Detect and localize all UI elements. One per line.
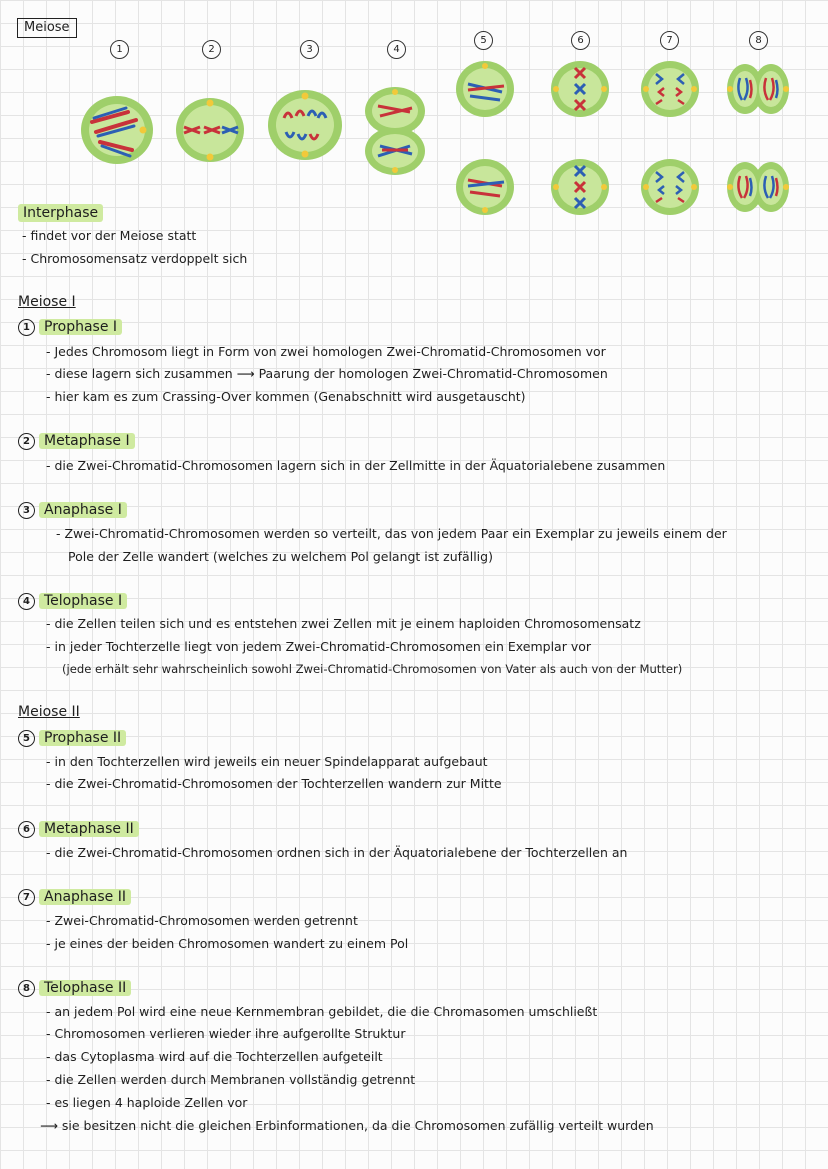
prophase-2-bullet-2: - die Zwei-Chromatid-Chromosomen der Tochterzellen wandern zur Mitte [46, 776, 502, 791]
telophase-2-bullet-5: - es liegen 4 haploide Zellen vor [46, 1095, 248, 1110]
cell-stage-6-top [551, 61, 609, 117]
section-number: 2 [18, 433, 35, 450]
cell-stage-1 [81, 96, 153, 164]
cell-stage-4 [365, 87, 425, 175]
meiosis-diagram [0, 0, 828, 230]
section-number: 5 [18, 730, 35, 747]
stage-number-3: 3 [300, 40, 319, 59]
interphase-bullet-1: - findet vor der Meiose statt [22, 228, 197, 243]
stage-number-2: 2 [202, 40, 221, 59]
telophase-2-bullet-1: - an jedem Pol wird eine neue Kernmembran gebildet, die die Chromasomen umschließt [46, 1004, 598, 1019]
cell-stage-6-bottom [551, 159, 609, 215]
section-label: Telophase II [39, 980, 131, 996]
section-telophase-2-head [18, 979, 131, 997]
section-label: Metaphase I [39, 433, 135, 449]
section-label: Anaphase I [39, 502, 127, 518]
telophase-1-bullet-3: (jede erhält sehr wahrscheinlich sowohl Zwei-Chromatid-Chromosomen von Vater als auch von der Mutter) [62, 662, 683, 676]
meiose-2-heading: Meiose II [18, 704, 80, 720]
section-label: Anaphase II [39, 889, 131, 905]
metaphase-1-bullet-1: - die Zwei-Chromatid-Chromosomen lagern sich in der Zellmitte in der Äquatorialebene zusammen [46, 458, 666, 473]
stage-number-1: 1 [110, 40, 129, 59]
prophase-2-bullet-1: - in den Tochterzellen wird jeweils ein neuer Spindelapparat aufgebaut [46, 754, 488, 769]
stage-number-4: 4 [387, 40, 406, 59]
anaphase-2-bullet-1: - Zwei-Chromatid-Chromosomen werden getrennt [46, 913, 358, 928]
section-prophase-2-head [18, 729, 126, 747]
section-metaphase-2-head [18, 820, 139, 838]
section-label: Metaphase II [39, 821, 139, 837]
section-anaphase-2-head [18, 888, 131, 906]
cell-stage-3 [268, 90, 342, 160]
cell-stage-5-bottom [456, 159, 514, 215]
telophase-1-bullet-2: - in jeder Tochterzelle liegt von jedem Zwei-Chromatid-Chromosomen ein Exemplar vor [46, 639, 592, 654]
cell-stage-7-bottom [641, 159, 699, 215]
cell-stage-5-top [456, 61, 514, 117]
telophase-1-bullet-1: - die Zellen teilen sich und es entstehen zwei Zellen mit je einem haploiden Chromosomensatz [46, 616, 641, 631]
stage-number-7: 7 [660, 31, 679, 50]
anaphase-2-bullet-2: - je eines der beiden Chromosomen wandert zu einem Pol [46, 936, 409, 951]
section-label: Prophase I [39, 319, 122, 335]
section-prophase-1-head [18, 318, 122, 336]
section-label: Telophase I [39, 593, 127, 609]
anaphase-1-bullet-1: - Zwei-Chromatid-Chromosomen werden so verteilt, das von jedem Paar ein Exemplar zu jeweils einem der [56, 526, 727, 541]
prophase-1-bullet-1: - Jedes Chromosom liegt in Form von zwei homologen Zwei-Chromatid-Chromosomen vor [46, 344, 606, 359]
section-metaphase-1-head [18, 432, 135, 450]
section-telophase-1-head [18, 592, 127, 610]
cell-stage-8-top [727, 64, 789, 114]
stage-number-8: 8 [749, 31, 768, 50]
section-number: 4 [18, 593, 35, 610]
telophase-2-bullet-3: - das Cytoplasma wird auf die Tochterzellen aufgeteilt [46, 1049, 383, 1064]
section-number: 6 [18, 821, 35, 838]
prophase-1-bullet-3: - hier kam es zum Crassing-Over kommen (Genabschnitt wird ausgetauscht) [46, 389, 526, 404]
page-title: Meiose [17, 18, 77, 38]
section-number: 3 [18, 502, 35, 519]
stage-number-6: 6 [571, 31, 590, 50]
metaphase-2-bullet-1: - die Zwei-Chromatid-Chromosomen ordnen sich in der Äquatorialebene der Tochterzellen an [46, 845, 628, 860]
interphase-label: Interphase [18, 204, 103, 222]
section-anaphase-1-head [18, 501, 127, 519]
stage-number-5: 5 [474, 31, 493, 50]
prophase-1-bullet-2: - diese lagern sich zusammen ⟶ Paarung der homologen Zwei-Chromatid-Chromosomen [46, 366, 608, 381]
section-number: 1 [18, 319, 35, 336]
interphase-bullet-2: - Chromosomensatz verdoppelt sich [22, 251, 248, 266]
telophase-2-bullet-2: - Chromosomen verlieren wieder ihre aufgerollte Struktur [46, 1026, 406, 1041]
cell-stage-2 [176, 98, 244, 162]
anaphase-1-bullet-2: Pole der Zelle wandert (welches zu welchem Pol gelangt ist zufällig) [68, 549, 493, 564]
telophase-2-bullet-4: - die Zellen werden durch Membranen vollständig getrennt [46, 1072, 416, 1087]
section-number: 8 [18, 980, 35, 997]
section-number: 7 [18, 889, 35, 906]
cell-stage-8-bottom [727, 162, 789, 212]
meiose-1-heading: Meiose I [18, 294, 76, 310]
telophase-2-conclusion: ⟶ sie besitzen nicht die gleichen Erbinformationen, da die Chromosomen zufällig verteilt wurden [40, 1118, 654, 1133]
section-label: Prophase II [39, 730, 126, 746]
cell-stage-7-top [641, 61, 699, 117]
